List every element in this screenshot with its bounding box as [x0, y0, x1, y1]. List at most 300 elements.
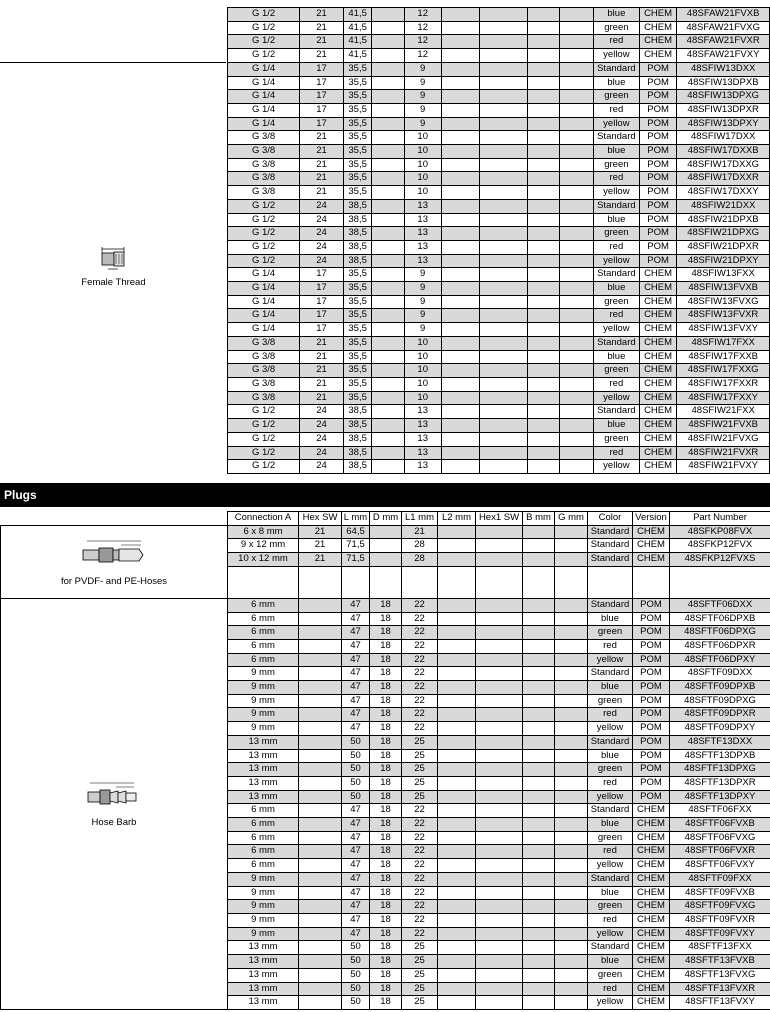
part-number-cell: 48SFTF09FXX — [670, 872, 770, 886]
l-mm-cell: 38,5 — [343, 405, 371, 419]
part-number-cell: 48SFTF09DPXG — [670, 694, 770, 708]
l2-mm-cell — [438, 845, 476, 859]
g-mm-cell — [555, 941, 588, 955]
hex-sw-cell — [299, 982, 342, 996]
table-row — [228, 35, 770, 49]
hex-sw-cell: 21 — [300, 35, 344, 49]
l-mm-cell: 50 — [342, 776, 370, 790]
l-mm-cell: 50 — [342, 763, 370, 777]
hex1-sw-cell — [480, 295, 528, 309]
hex1-sw-cell — [476, 790, 523, 804]
l2-mm-cell — [438, 996, 476, 1010]
l1-mm-cell: 9 — [404, 282, 441, 296]
version-cell: CHEM — [639, 282, 677, 296]
b-mm-cell — [527, 103, 560, 117]
color-cell: blue — [594, 145, 640, 159]
column-header: B mm — [523, 512, 555, 526]
hex-sw-cell: 21 — [300, 49, 344, 63]
part-number-cell: 48SFIW13DPXR — [677, 103, 770, 117]
part-number-cell: 48SFIW17FXXR — [677, 377, 770, 391]
l1-mm-cell: 22 — [402, 612, 438, 626]
l1-mm-cell: 22 — [402, 694, 438, 708]
part-number-cell: 48SFIW21FVXB — [677, 419, 770, 433]
g-mm-cell — [555, 708, 588, 722]
hex1-sw-cell — [476, 941, 523, 955]
hex1-sw-cell — [480, 405, 528, 419]
l-mm-cell: 47 — [342, 626, 370, 640]
b-mm-cell — [527, 405, 560, 419]
l1-mm-cell: 25 — [402, 749, 438, 763]
hex-sw-cell: 17 — [300, 268, 344, 282]
g-mm-cell — [555, 763, 588, 777]
hose-plug-fitting-icon — [69, 536, 159, 572]
color-cell: Standard — [588, 872, 633, 886]
d-mm-cell: 18 — [370, 708, 402, 722]
g-mm-cell — [555, 653, 588, 667]
hex-sw-cell: 17 — [300, 309, 344, 323]
l-mm-cell: 35,5 — [343, 62, 371, 76]
color-cell: green — [588, 694, 633, 708]
version-cell: CHEM — [639, 364, 677, 378]
column-header: Hex1 SW — [476, 512, 523, 526]
l2-mm-cell — [441, 186, 480, 200]
d-mm-cell: 18 — [370, 872, 402, 886]
l1-mm-cell: 10 — [404, 350, 441, 364]
version-cell: POM — [633, 722, 670, 736]
column-header: Hex SW — [299, 512, 342, 526]
table-row — [228, 391, 770, 405]
color-cell: blue — [588, 681, 633, 695]
d-mm-cell — [372, 117, 405, 131]
version-cell: POM — [633, 612, 670, 626]
l1-mm-cell: 9 — [404, 268, 441, 282]
d-mm-cell — [372, 268, 405, 282]
d-mm-cell: 18 — [370, 859, 402, 873]
l2-mm-cell — [441, 391, 480, 405]
hex1-sw-cell — [476, 694, 523, 708]
l2-mm-cell — [438, 612, 476, 626]
d-mm-cell: 18 — [370, 804, 402, 818]
version-cell: CHEM — [639, 405, 677, 419]
version-cell: CHEM — [633, 913, 670, 927]
color-cell: green — [594, 21, 640, 35]
part-number-cell: 48SFIW13DXX — [677, 62, 770, 76]
hex-sw-cell — [299, 913, 342, 927]
color-cell: yellow — [594, 460, 640, 474]
part-number-cell: 48SFTF13FVXG — [670, 968, 770, 982]
empty-cell — [402, 566, 438, 598]
b-mm-cell — [527, 336, 560, 350]
d-mm-cell: 18 — [370, 667, 402, 681]
color-cell: blue — [594, 8, 640, 22]
d-mm-cell — [372, 446, 405, 460]
d-mm-cell: 18 — [370, 598, 402, 612]
l-mm-cell: 71,5 — [342, 553, 370, 567]
connection-cell: G 1/4 — [228, 103, 300, 117]
g-mm-cell — [560, 131, 594, 145]
l2-mm-cell — [441, 295, 480, 309]
connection-cell: 10 x 12 mm — [228, 553, 299, 567]
b-mm-cell — [523, 955, 555, 969]
g-mm-cell — [555, 735, 588, 749]
hex1-sw-cell — [476, 804, 523, 818]
hex1-sw-cell — [480, 364, 528, 378]
l2-mm-cell — [438, 539, 476, 553]
l2-mm-cell — [438, 639, 476, 653]
hex-sw-cell — [299, 776, 342, 790]
l2-mm-cell — [441, 446, 480, 460]
section-header-plugs: Plugs — [0, 483, 770, 507]
part-number-cell: 48SFKP08FVX — [670, 525, 770, 539]
g-mm-cell — [555, 955, 588, 969]
d-mm-cell — [372, 131, 405, 145]
hex1-sw-cell — [480, 49, 528, 63]
l2-mm-cell — [441, 213, 480, 227]
l-mm-cell: 35,5 — [343, 117, 371, 131]
l2-mm-cell — [441, 364, 480, 378]
b-mm-cell — [523, 900, 555, 914]
l2-mm-cell — [438, 955, 476, 969]
b-mm-cell — [523, 913, 555, 927]
l2-mm-cell — [441, 309, 480, 323]
l2-mm-cell — [441, 103, 480, 117]
hex-sw-cell — [299, 845, 342, 859]
hex1-sw-cell — [480, 268, 528, 282]
hex1-sw-cell — [480, 35, 528, 49]
connection-cell: G 3/8 — [228, 145, 300, 159]
l-mm-cell: 35,5 — [343, 131, 371, 145]
color-cell: yellow — [588, 790, 633, 804]
column-header: L1 mm — [402, 512, 438, 526]
hex1-sw-cell — [476, 612, 523, 626]
hex-sw-cell: 24 — [300, 240, 344, 254]
l-mm-cell: 35,5 — [343, 364, 371, 378]
l2-mm-cell — [441, 460, 480, 474]
color-cell: red — [588, 776, 633, 790]
b-mm-cell — [523, 845, 555, 859]
d-mm-cell: 18 — [370, 913, 402, 927]
hex-sw-cell — [299, 681, 342, 695]
l2-mm-cell — [438, 722, 476, 736]
hex1-sw-cell — [480, 158, 528, 172]
g-mm-cell — [555, 982, 588, 996]
part-number-cell: 48SFTF09FVXR — [670, 913, 770, 927]
hex-sw-cell — [299, 872, 342, 886]
connection-cell: G 3/8 — [228, 158, 300, 172]
hex-sw-cell — [299, 639, 342, 653]
l-mm-cell: 47 — [342, 886, 370, 900]
b-mm-cell — [527, 227, 560, 241]
d-mm-cell — [372, 240, 405, 254]
connection-cell: G 1/2 — [228, 254, 300, 268]
hex1-sw-cell — [476, 968, 523, 982]
connection-cell: 9 mm — [228, 681, 299, 695]
l1-mm-cell: 22 — [402, 913, 438, 927]
l2-mm-cell — [438, 831, 476, 845]
b-mm-cell — [523, 735, 555, 749]
hex-sw-cell — [299, 694, 342, 708]
b-mm-cell — [523, 749, 555, 763]
l1-mm-cell: 21 — [402, 525, 438, 539]
table-row — [228, 172, 770, 186]
part-number-cell: 48SFIW17DXXR — [677, 172, 770, 186]
hex1-sw-cell — [476, 749, 523, 763]
part-number-cell: 48SFTF06FVXG — [670, 831, 770, 845]
hex-sw-cell — [299, 968, 342, 982]
d-mm-cell — [372, 391, 405, 405]
part-number-cell: 48SFTF13DPXB — [670, 749, 770, 763]
b-mm-cell — [527, 350, 560, 364]
female-thread-table — [227, 7, 770, 474]
connection-cell: 9 mm — [228, 667, 299, 681]
hex-sw-cell: 17 — [300, 103, 344, 117]
d-mm-cell — [372, 432, 405, 446]
color-cell: blue — [588, 886, 633, 900]
connection-cell: 6 mm — [228, 639, 299, 653]
b-mm-cell — [527, 254, 560, 268]
l-mm-cell: 35,5 — [343, 391, 371, 405]
l-mm-cell: 50 — [342, 749, 370, 763]
l2-mm-cell — [441, 76, 480, 90]
color-cell: green — [588, 763, 633, 777]
l2-mm-cell — [438, 818, 476, 832]
d-mm-cell — [372, 103, 405, 117]
hex1-sw-cell — [476, 626, 523, 640]
hex1-sw-cell — [476, 776, 523, 790]
hex1-sw-cell — [480, 377, 528, 391]
g-mm-cell — [555, 525, 588, 539]
l-mm-cell: 35,5 — [343, 90, 371, 104]
connection-cell: G 1/4 — [228, 268, 300, 282]
color-cell: Standard — [594, 405, 640, 419]
part-number-cell: 48SFIW21DPXR — [677, 240, 770, 254]
l1-mm-cell: 22 — [402, 804, 438, 818]
g-mm-cell — [555, 694, 588, 708]
version-cell: POM — [633, 681, 670, 695]
l2-mm-cell — [438, 653, 476, 667]
g-mm-cell — [560, 186, 594, 200]
version-cell: POM — [639, 213, 677, 227]
l1-mm-cell: 28 — [402, 539, 438, 553]
part-number-cell: 48SFIW21DPXY — [677, 254, 770, 268]
connection-cell: 13 mm — [228, 749, 299, 763]
d-mm-cell — [372, 145, 405, 159]
hex1-sw-cell — [476, 982, 523, 996]
hex-sw-cell — [299, 900, 342, 914]
l-mm-cell: 38,5 — [343, 227, 371, 241]
g-mm-cell — [560, 172, 594, 186]
g-mm-cell — [560, 35, 594, 49]
hex-sw-cell: 21 — [300, 350, 344, 364]
l1-mm-cell: 10 — [404, 364, 441, 378]
l2-mm-cell — [441, 282, 480, 296]
b-mm-cell — [527, 76, 560, 90]
version-cell: CHEM — [639, 323, 677, 337]
l1-mm-cell: 13 — [404, 254, 441, 268]
l1-mm-cell: 22 — [402, 708, 438, 722]
l-mm-cell: 47 — [342, 818, 370, 832]
b-mm-cell — [523, 941, 555, 955]
hex1-sw-cell — [480, 213, 528, 227]
hex-sw-cell: 24 — [300, 254, 344, 268]
hex1-sw-cell — [480, 254, 528, 268]
l-mm-cell: 35,5 — [343, 295, 371, 309]
l-mm-cell: 50 — [342, 955, 370, 969]
version-cell: CHEM — [639, 391, 677, 405]
l2-mm-cell — [438, 886, 476, 900]
l-mm-cell: 47 — [342, 667, 370, 681]
hex1-sw-cell — [480, 227, 528, 241]
part-number-cell: 48SFIW17DXXY — [677, 186, 770, 200]
hex-sw-cell: 24 — [300, 213, 344, 227]
d-mm-cell — [372, 336, 405, 350]
connection-cell: 6 mm — [228, 804, 299, 818]
color-cell: red — [588, 982, 633, 996]
b-mm-cell — [527, 49, 560, 63]
b-mm-cell — [523, 818, 555, 832]
table-row — [228, 240, 770, 254]
b-mm-cell — [523, 996, 555, 1010]
g-mm-cell — [560, 309, 594, 323]
b-mm-cell — [527, 8, 560, 22]
part-number-cell: 48SFIW13DPXG — [677, 90, 770, 104]
l1-mm-cell: 13 — [404, 405, 441, 419]
l2-mm-cell — [438, 776, 476, 790]
part-number-cell: 48SFTF09DPXY — [670, 722, 770, 736]
l1-mm-cell: 12 — [404, 21, 441, 35]
version-cell: POM — [639, 240, 677, 254]
hose-barb-fitting-icon — [82, 779, 146, 813]
version-cell: POM — [633, 639, 670, 653]
d-mm-cell — [372, 213, 405, 227]
empty-cell — [555, 566, 588, 598]
hex-sw-cell: 24 — [300, 227, 344, 241]
l2-mm-cell — [438, 913, 476, 927]
color-cell: yellow — [588, 859, 633, 873]
l-mm-cell: 35,5 — [343, 145, 371, 159]
color-cell: Standard — [588, 804, 633, 818]
version-cell: POM — [633, 598, 670, 612]
part-number-cell: 48SFIW17FXXY — [677, 391, 770, 405]
version-cell: POM — [639, 199, 677, 213]
color-cell: red — [594, 240, 640, 254]
hex-sw-cell — [299, 790, 342, 804]
part-number-cell: 48SFTF09DPXB — [670, 681, 770, 695]
g-mm-cell — [555, 845, 588, 859]
empty-cell — [633, 566, 670, 598]
version-cell: CHEM — [633, 525, 670, 539]
table-row — [228, 117, 770, 131]
connection-cell: G 1/4 — [228, 323, 300, 337]
part-number-cell: 48SFTF09FVXY — [670, 927, 770, 941]
l-mm-cell: 35,5 — [343, 336, 371, 350]
b-mm-cell — [523, 831, 555, 845]
l-mm-cell: 47 — [342, 722, 370, 736]
table-row — [228, 268, 770, 282]
l1-mm-cell: 22 — [402, 598, 438, 612]
l-mm-cell: 38,5 — [343, 240, 371, 254]
connection-cell: 9 mm — [228, 900, 299, 914]
hex1-sw-cell — [476, 539, 523, 553]
hex-sw-cell — [299, 626, 342, 640]
l2-mm-cell — [438, 735, 476, 749]
d-mm-cell — [372, 227, 405, 241]
column-header: Color — [588, 512, 633, 526]
l2-mm-cell — [438, 968, 476, 982]
color-cell: red — [588, 913, 633, 927]
b-mm-cell — [523, 598, 555, 612]
g-mm-cell — [555, 626, 588, 640]
part-number-cell: 48SFTF06FVXY — [670, 859, 770, 873]
l-mm-cell: 35,5 — [343, 282, 371, 296]
d-mm-cell: 18 — [370, 763, 402, 777]
connection-cell: 6 mm — [228, 653, 299, 667]
d-mm-cell: 18 — [370, 722, 402, 736]
d-mm-cell — [372, 377, 405, 391]
table-header-row — [1, 512, 770, 526]
d-mm-cell — [372, 419, 405, 433]
b-mm-cell — [527, 419, 560, 433]
hex1-sw-cell — [476, 639, 523, 653]
version-cell: CHEM — [633, 539, 670, 553]
l-mm-cell: 35,5 — [343, 158, 371, 172]
color-cell: green — [588, 968, 633, 982]
empty-cell — [523, 566, 555, 598]
color-cell: green — [588, 626, 633, 640]
l1-mm-cell: 25 — [402, 763, 438, 777]
d-mm-cell: 18 — [370, 626, 402, 640]
table-row — [228, 8, 770, 22]
color-cell: green — [594, 90, 640, 104]
version-cell: POM — [639, 90, 677, 104]
g-mm-cell — [560, 323, 594, 337]
table-row — [228, 350, 770, 364]
l2-mm-cell — [441, 377, 480, 391]
part-number-cell: 48SFIW13FXX — [677, 268, 770, 282]
hex-sw-cell — [299, 955, 342, 969]
b-mm-cell — [527, 186, 560, 200]
version-cell: CHEM — [639, 419, 677, 433]
version-cell: CHEM — [639, 432, 677, 446]
b-mm-cell — [523, 968, 555, 982]
g-mm-cell — [560, 336, 594, 350]
b-mm-cell — [527, 460, 560, 474]
version-cell: POM — [639, 131, 677, 145]
l-mm-cell: 38,5 — [343, 199, 371, 213]
hex-sw-cell: 24 — [300, 405, 344, 419]
b-mm-cell — [523, 525, 555, 539]
l-mm-cell: 35,5 — [343, 377, 371, 391]
hex1-sw-cell — [480, 21, 528, 35]
d-mm-cell: 18 — [370, 831, 402, 845]
connection-cell: 13 mm — [228, 763, 299, 777]
l1-mm-cell: 25 — [402, 735, 438, 749]
empty-cell — [476, 566, 523, 598]
version-cell: CHEM — [633, 818, 670, 832]
version-cell: CHEM — [639, 460, 677, 474]
d-mm-cell — [372, 90, 405, 104]
l2-mm-cell — [441, 227, 480, 241]
l1-mm-cell: 13 — [404, 460, 441, 474]
table-row — [228, 199, 770, 213]
version-cell: POM — [633, 694, 670, 708]
connection-cell: 9 mm — [228, 927, 299, 941]
hex-sw-cell: 24 — [300, 419, 344, 433]
g-mm-cell — [560, 145, 594, 159]
part-number-cell: 48SFTF13FVXY — [670, 996, 770, 1010]
connection-cell: G 1/4 — [228, 295, 300, 309]
l1-mm-cell: 9 — [404, 117, 441, 131]
